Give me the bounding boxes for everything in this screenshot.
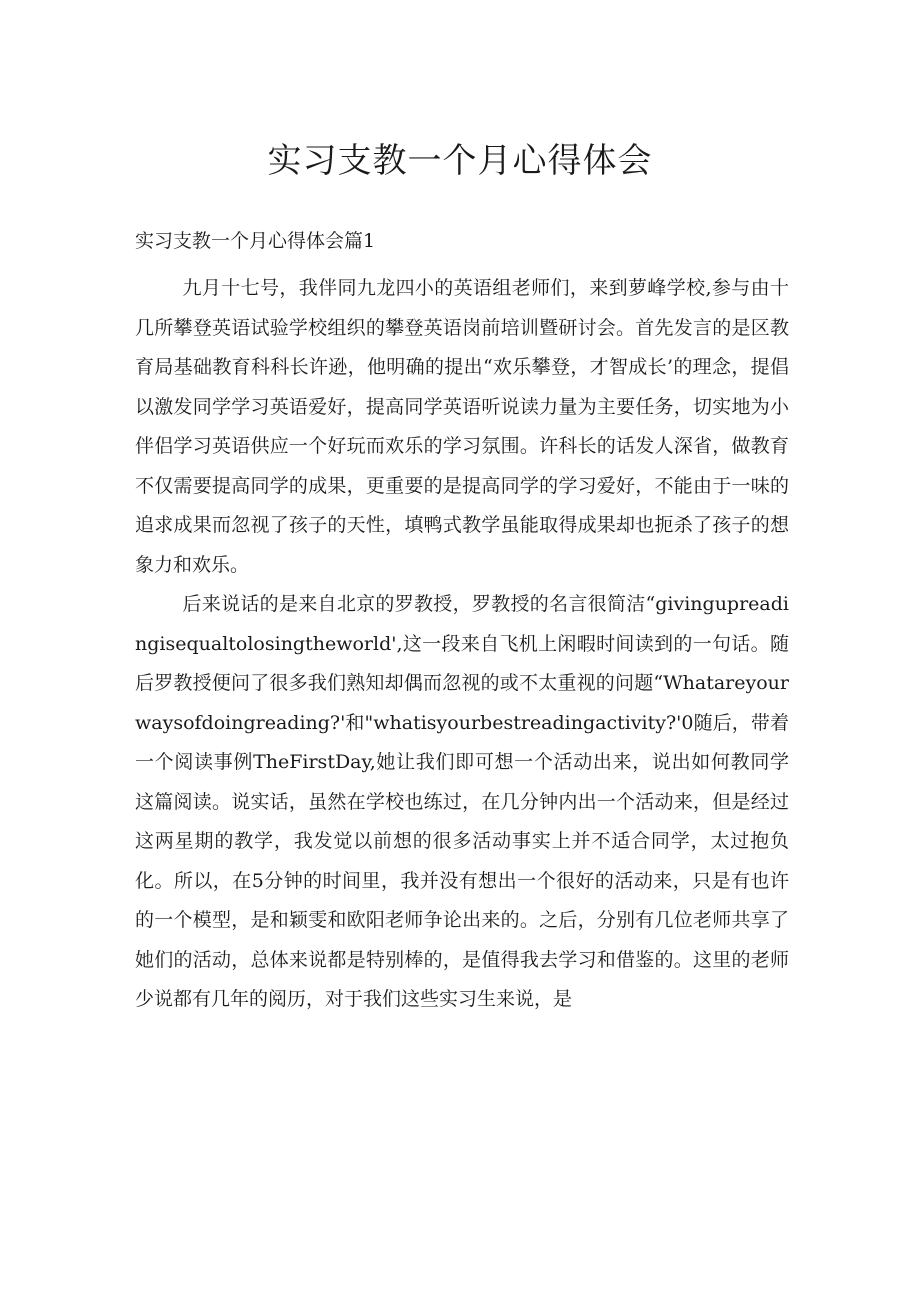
paragraph-2: 后来说话的是来自北京的罗教授，罗教授的名言很简洁“givingupreadingisequaltolosingtheworld',这一段来自飞机上闲暇时间读到的一句话。随后罗教授便问了很多我们熟知却偶而忽视的或不太重视的问题“Whatareyourwaysofdoingreading?'和"whatisyourbestreadingactivity?'0随后，带着一个阅读事例TheFirstDay,她让我们即可想一个活动出来，说出如何教同学这篇阅读。说实话，虽然在学校也练过，在几分钟内出一个活动来，但是经过这两星期的教学，我发觉以前想的很多活动事实上并不适合同学，太过抱负化。所以，在5分钟的时间里，我并没有想出一个很好的活动来，只是有也许的一个模型，是和颖雯和欧阳老师争论出来的。之后，分别有几位老师共享了她们的活动，总体来说都是特别棒的，是值得我去学习和借鉴的。这里的老师少说都有几年的阅历，对于我们这些实习生来说，是 <box>135 593 789 1010</box>
paragraph-1: 九月十七号，我伴同九龙四小的英语组老师们，来到萝峰学校,参与由十几所攀登英语试验学校组织的攀登英语岗前培训暨研讨会。首先发言的是区教育局基础教育科科长许逊，他明确的提出“欢乐攀登，才智成长’的理念，提倡以激发同学学习英语爱好，提高同学英语听说读力量为主要任务，切实地为小伴侣学习英语供应一个好玩而欢乐的学习氛围。许科长的话发人深省，做教育不仅需要提高同学的成果，更重要的是提高同学的学习爱好，不能由于一味的追求成果而忽视了孩子的天性，填鸭式教学虽能取得成果却也扼杀了孩子的想象力和欢乐。 <box>135 277 789 576</box>
section-heading: 实习支教一个月心得体会篇1 <box>135 230 376 252</box>
document-body <box>135 269 789 1020</box>
document-title: 实习支教一个月心得体会 <box>267 141 653 181</box>
